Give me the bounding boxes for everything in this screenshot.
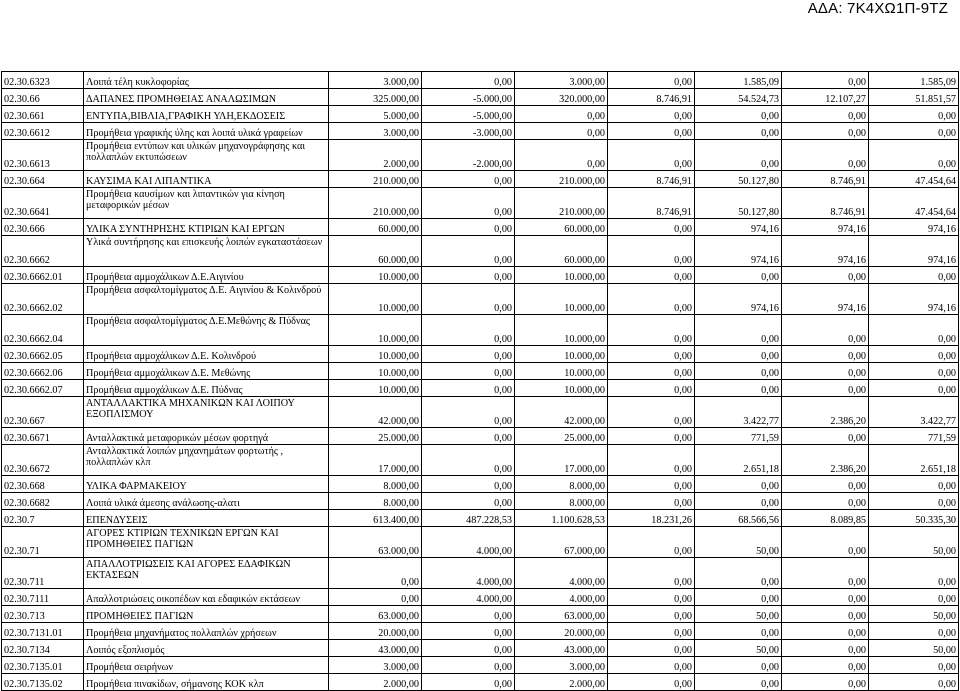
account-description: Προμήθεια πινακίδων, σήμανσης ΚΟΚ κλπ — [84, 674, 329, 691]
amount-cell: 0,00 — [782, 267, 869, 284]
account-code: 02.30.6662.06 — [2, 363, 84, 380]
amount-cell: 8.000,00 — [329, 476, 422, 493]
amount-cell: 0,00 — [422, 236, 515, 267]
amount-cell: 60.000,00 — [329, 236, 422, 267]
amount-cell: 0,00 — [695, 267, 782, 284]
amount-cell: 0,00 — [695, 476, 782, 493]
amount-cell: 43.000,00 — [329, 640, 422, 657]
amount-cell: -5.000,00 — [422, 106, 515, 123]
table-row — [2, 315, 959, 346]
amount-cell: 974,16 — [782, 236, 869, 267]
amount-cell: 0,00 — [422, 267, 515, 284]
amount-cell: 0,00 — [608, 640, 695, 657]
amount-cell: 60.000,00 — [515, 236, 608, 267]
amount-cell: 0,00 — [608, 674, 695, 691]
amount-cell: 67.000,00 — [515, 527, 608, 558]
table-row — [2, 657, 959, 674]
amount-cell: 0,00 — [608, 623, 695, 640]
amount-cell: 10.000,00 — [515, 267, 608, 284]
amount-cell: 0,00 — [869, 476, 959, 493]
amount-cell: 0,00 — [695, 589, 782, 606]
amount-cell: 0,00 — [422, 380, 515, 397]
amount-cell: 8.089,85 — [782, 510, 869, 527]
amount-cell: 20.000,00 — [515, 623, 608, 640]
amount-cell: 0,00 — [782, 106, 869, 123]
amount-cell: 25.000,00 — [329, 428, 422, 445]
amount-cell: 50,00 — [695, 640, 782, 657]
amount-cell: 0,00 — [782, 589, 869, 606]
amount-cell: 10.000,00 — [515, 363, 608, 380]
account-description: ΕΠΕΝΔΥΣΕΙΣ — [84, 510, 329, 527]
account-description: Προμήθεια αμμοχάλικων Δ.Ε.Αιγινίου — [84, 267, 329, 284]
amount-cell: 0,00 — [515, 123, 608, 140]
amount-cell: 0,00 — [782, 380, 869, 397]
amount-cell: 0,00 — [695, 623, 782, 640]
amount-cell: 4.000,00 — [422, 527, 515, 558]
account-code: 02.30.7 — [2, 510, 84, 527]
amount-cell: 0,00 — [782, 346, 869, 363]
amount-cell: 17.000,00 — [329, 445, 422, 476]
amount-cell: 0,00 — [608, 267, 695, 284]
amount-cell: 0,00 — [422, 363, 515, 380]
amount-cell: 8.746,91 — [608, 188, 695, 219]
amount-cell: 0,00 — [329, 558, 422, 589]
account-code: 02.30.7131.01 — [2, 623, 84, 640]
table-row — [2, 236, 959, 267]
amount-cell: 613.400,00 — [329, 510, 422, 527]
table-row — [2, 89, 959, 106]
amount-cell: 0,00 — [782, 315, 869, 346]
amount-cell: 0,00 — [782, 606, 869, 623]
amount-cell: 0,00 — [608, 397, 695, 428]
account-description: Προμήθεια αμμοχάλικων Δ.Ε. Πύδνας — [84, 380, 329, 397]
account-code: 02.30.7111 — [2, 589, 84, 606]
amount-cell: 0,00 — [695, 380, 782, 397]
table-row — [2, 267, 959, 284]
amount-cell: 10.000,00 — [329, 284, 422, 315]
amount-cell: 50,00 — [869, 640, 959, 657]
amount-cell: 2.000,00 — [515, 674, 608, 691]
amount-cell: 1.585,09 — [869, 72, 959, 89]
amount-cell: 0,00 — [869, 674, 959, 691]
account-description: Προμήθεια ασφαλτομίγματος Δ.Ε.Μεθώνης & Πύδνας — [84, 315, 329, 346]
amount-cell: 0,00 — [422, 493, 515, 510]
budget-table-body — [2, 72, 959, 691]
account-description: ΑΝΤΑΛΛΑΚΤΙΚΑ ΜΗΧΑΝΙΚΩΝ ΚΑΙ ΛΟΙΠΟΥ ΕΞΟΠΛΙΣΜΟΥ — [84, 397, 329, 428]
amount-cell: 0,00 — [608, 219, 695, 236]
amount-cell: 0,00 — [695, 106, 782, 123]
amount-cell: 0,00 — [608, 657, 695, 674]
account-description: Προμήθεια αμμοχάλικων Δ.Ε. Κολινδρού — [84, 346, 329, 363]
amount-cell: 0,00 — [608, 558, 695, 589]
account-description: ΕΝΤΥΠΑ,ΒΙΒΛΙΑ,ΓΡΑΦΙΚΗ ΥΛΗ,ΕΚΔΟΣΕΙΣ — [84, 106, 329, 123]
amount-cell: 0,00 — [515, 106, 608, 123]
amount-cell: 487.228,53 — [422, 510, 515, 527]
account-code: 02.30.7135.01 — [2, 657, 84, 674]
amount-cell: 0,00 — [695, 674, 782, 691]
amount-cell: 0,00 — [608, 346, 695, 363]
amount-cell: -2.000,00 — [422, 140, 515, 171]
table-row — [2, 493, 959, 510]
amount-cell: 8.746,91 — [782, 171, 869, 188]
account-code: 02.30.6613 — [2, 140, 84, 171]
amount-cell: 210.000,00 — [329, 171, 422, 188]
amount-cell: 0,00 — [608, 380, 695, 397]
amount-cell: 0,00 — [608, 363, 695, 380]
amount-cell: 0,00 — [782, 674, 869, 691]
account-code: 02.30.667 — [2, 397, 84, 428]
amount-cell: 0,00 — [608, 606, 695, 623]
account-code: 02.30.7135.02 — [2, 674, 84, 691]
amount-cell: 0,00 — [422, 284, 515, 315]
amount-cell: 974,16 — [869, 284, 959, 315]
amount-cell: 4.000,00 — [515, 589, 608, 606]
table-row — [2, 445, 959, 476]
account-description: ΚΑΥΣΙΜΑ ΚΑΙ ΛΙΠΑΝΤΙΚΑ — [84, 171, 329, 188]
account-description: Προμήθεια γραφικής ύλης και λοιπά υλικά γραφείων — [84, 123, 329, 140]
amount-cell: 0,00 — [869, 140, 959, 171]
table-row — [2, 606, 959, 623]
amount-cell: 0,00 — [515, 140, 608, 171]
amount-cell: 10.000,00 — [329, 380, 422, 397]
amount-cell: 0,00 — [422, 72, 515, 89]
account-code: 02.30.6323 — [2, 72, 84, 89]
amount-cell: 0,00 — [695, 657, 782, 674]
amount-cell: 771,59 — [695, 428, 782, 445]
amount-cell: 0,00 — [695, 363, 782, 380]
amount-cell: 63.000,00 — [329, 527, 422, 558]
amount-cell: 0,00 — [869, 589, 959, 606]
amount-cell: 2.651,18 — [869, 445, 959, 476]
amount-cell: 50,00 — [695, 527, 782, 558]
amount-cell: 63.000,00 — [515, 606, 608, 623]
account-code: 02.30.711 — [2, 558, 84, 589]
amount-cell: 3.000,00 — [515, 72, 608, 89]
account-code: 02.30.664 — [2, 171, 84, 188]
amount-cell: 18.231,26 — [608, 510, 695, 527]
amount-cell: 8.746,91 — [608, 89, 695, 106]
amount-cell: 47.454,64 — [869, 188, 959, 219]
amount-cell: 0,00 — [782, 527, 869, 558]
amount-cell: 3.000,00 — [329, 657, 422, 674]
amount-cell: 0,00 — [869, 123, 959, 140]
amount-cell: 63.000,00 — [329, 606, 422, 623]
amount-cell: 4.000,00 — [422, 589, 515, 606]
amount-cell: 1.585,09 — [695, 72, 782, 89]
table-row — [2, 380, 959, 397]
amount-cell: 60.000,00 — [329, 219, 422, 236]
amount-cell: 0,00 — [608, 527, 695, 558]
account-description: ΔΑΠΑΝΕΣ ΠΡΟΜΗΘΕΙΑΣ ΑΝΑΛΩΣΙΜΩΝ — [84, 89, 329, 106]
account-description: ΑΠΑΛΛΟΤΡΙΩΣΕΙΣ ΚΑΙ ΑΓΟΡΕΣ ΕΔΑΦΙΚΩΝ ΕΚΤΑΣΕΩΝ — [84, 558, 329, 589]
amount-cell: 17.000,00 — [515, 445, 608, 476]
amount-cell: 974,16 — [695, 219, 782, 236]
amount-cell: 2.386,20 — [782, 445, 869, 476]
amount-cell: 0,00 — [782, 558, 869, 589]
amount-cell: 10.000,00 — [329, 346, 422, 363]
table-row — [2, 589, 959, 606]
amount-cell: 50.127,80 — [695, 171, 782, 188]
amount-cell: 1.100.628,53 — [515, 510, 608, 527]
account-description: Προμήθεια αμμοχάλικων Δ.Ε. Μεθώνης — [84, 363, 329, 380]
amount-cell: 0,00 — [695, 558, 782, 589]
table-row — [2, 188, 959, 219]
amount-cell: -3.000,00 — [422, 123, 515, 140]
amount-cell: 54.524,73 — [695, 89, 782, 106]
account-code: 02.30.6682 — [2, 493, 84, 510]
account-code: 02.30.6662.07 — [2, 380, 84, 397]
account-code: 02.30.713 — [2, 606, 84, 623]
table-row — [2, 558, 959, 589]
account-description: Προμήθεια καυσίμων και λιπαντικών για κίνηση μεταφορικών μέσων — [84, 188, 329, 219]
table-row — [2, 510, 959, 527]
table-row — [2, 106, 959, 123]
amount-cell: 42.000,00 — [329, 397, 422, 428]
amount-cell: 10.000,00 — [329, 363, 422, 380]
amount-cell: 0,00 — [782, 72, 869, 89]
amount-cell: 8.746,91 — [608, 171, 695, 188]
amount-cell: 210.000,00 — [515, 188, 608, 219]
amount-cell: 0,00 — [422, 171, 515, 188]
ada-document-id: ΑΔΑ: 7Κ4ΧΩ1Π-9ΤΖ — [807, 0, 948, 17]
account-description: Προμήθεια μηχανήματος πολλαπλών χρήσεων — [84, 623, 329, 640]
amount-cell: 0,00 — [422, 640, 515, 657]
amount-cell: 974,16 — [782, 284, 869, 315]
amount-cell: 0,00 — [608, 123, 695, 140]
amount-cell: 3.422,77 — [869, 397, 959, 428]
amount-cell: 0,00 — [695, 315, 782, 346]
amount-cell: 0,00 — [608, 476, 695, 493]
amount-cell: 50,00 — [869, 606, 959, 623]
amount-cell: 3.000,00 — [329, 123, 422, 140]
amount-cell: 0,00 — [608, 106, 695, 123]
amount-cell: 3.000,00 — [515, 657, 608, 674]
amount-cell: 0,00 — [869, 380, 959, 397]
account-code: 02.30.6662.05 — [2, 346, 84, 363]
amount-cell: 12.107,27 — [782, 89, 869, 106]
amount-cell: 0,00 — [608, 315, 695, 346]
amount-cell: 0,00 — [422, 476, 515, 493]
amount-cell: 0,00 — [695, 140, 782, 171]
account-code: 02.30.6641 — [2, 188, 84, 219]
amount-cell: 0,00 — [422, 315, 515, 346]
amount-cell: 20.000,00 — [329, 623, 422, 640]
amount-cell: 0,00 — [329, 589, 422, 606]
amount-cell: 0,00 — [422, 428, 515, 445]
table-row — [2, 476, 959, 493]
amount-cell: 0,00 — [782, 363, 869, 380]
amount-cell: 51.851,57 — [869, 89, 959, 106]
amount-cell: 50,00 — [869, 527, 959, 558]
amount-cell: 974,16 — [695, 284, 782, 315]
amount-cell: 0,00 — [782, 476, 869, 493]
amount-cell: 0,00 — [422, 606, 515, 623]
amount-cell: 25.000,00 — [515, 428, 608, 445]
amount-cell: 974,16 — [782, 219, 869, 236]
amount-cell: 771,59 — [869, 428, 959, 445]
account-code: 02.30.661 — [2, 106, 84, 123]
account-code: 02.30.66 — [2, 89, 84, 106]
amount-cell: 2.651,18 — [695, 445, 782, 476]
amount-cell: 8.000,00 — [329, 493, 422, 510]
amount-cell: 50.127,80 — [695, 188, 782, 219]
table-row — [2, 428, 959, 445]
amount-cell: 0,00 — [869, 346, 959, 363]
amount-cell: 974,16 — [869, 236, 959, 267]
table-row — [2, 171, 959, 188]
amount-cell: 2.000,00 — [329, 140, 422, 171]
account-description: Λοιπός εξοπλισμός — [84, 640, 329, 657]
table-row — [2, 346, 959, 363]
table-row — [2, 123, 959, 140]
amount-cell: 0,00 — [695, 493, 782, 510]
amount-cell: 0,00 — [422, 623, 515, 640]
amount-cell: 10.000,00 — [329, 267, 422, 284]
amount-cell: 320.000,00 — [515, 89, 608, 106]
account-description: Ανταλλακτικά λοιπών μηχανημάτων φορτωτής , πολλαπλών κλπ — [84, 445, 329, 476]
amount-cell: 0,00 — [608, 589, 695, 606]
amount-cell: 3.422,77 — [695, 397, 782, 428]
account-code: 02.30.6671 — [2, 428, 84, 445]
amount-cell: 47.454,64 — [869, 171, 959, 188]
amount-cell: 68.566,56 — [695, 510, 782, 527]
account-description: Απαλλοτριώσεις οικοπέδων και εδαφικών εκτάσεων — [84, 589, 329, 606]
account-description: ΥΛΙΚΑ ΦΑΡΜΑΚΕΙΟΥ — [84, 476, 329, 493]
amount-cell: 0,00 — [695, 346, 782, 363]
table-row — [2, 527, 959, 558]
amount-cell: 210.000,00 — [515, 171, 608, 188]
amount-cell: 3.000,00 — [329, 72, 422, 89]
amount-cell: 0,00 — [608, 140, 695, 171]
account-code: 02.30.6662.02 — [2, 284, 84, 315]
amount-cell: 0,00 — [608, 445, 695, 476]
amount-cell: 10.000,00 — [515, 315, 608, 346]
amount-cell: 0,00 — [782, 123, 869, 140]
account-code: 02.30.6612 — [2, 123, 84, 140]
amount-cell: 10.000,00 — [515, 284, 608, 315]
amount-cell: 2.386,20 — [782, 397, 869, 428]
amount-cell: 0,00 — [782, 493, 869, 510]
amount-cell: 0,00 — [869, 558, 959, 589]
amount-cell: 8.746,91 — [782, 188, 869, 219]
amount-cell: 5.000,00 — [329, 106, 422, 123]
amount-cell: 974,16 — [695, 236, 782, 267]
table-row — [2, 623, 959, 640]
account-description: ΥΛΙΚΑ ΣΥΝΤΗΡΗΣΗΣ ΚΤΙΡΙΩΝ ΚΑΙ ΕΡΓΩΝ — [84, 219, 329, 236]
amount-cell: 0,00 — [608, 284, 695, 315]
amount-cell: 43.000,00 — [515, 640, 608, 657]
table-row — [2, 284, 959, 315]
amount-cell: 0,00 — [422, 445, 515, 476]
amount-cell: 0,00 — [869, 267, 959, 284]
account-description: ΠΡΟΜΗΘΕΙΕΣ ΠΑΓΙΩΝ — [84, 606, 329, 623]
account-code: 02.30.6662.04 — [2, 315, 84, 346]
amount-cell: 4.000,00 — [515, 558, 608, 589]
amount-cell: 0,00 — [422, 219, 515, 236]
account-code: 02.30.71 — [2, 527, 84, 558]
account-code: 02.30.6662.01 — [2, 267, 84, 284]
table-row — [2, 363, 959, 380]
table-row — [2, 219, 959, 236]
amount-cell: 0,00 — [869, 657, 959, 674]
budget-table — [1, 71, 959, 691]
account-code: 02.30.668 — [2, 476, 84, 493]
amount-cell: 8.000,00 — [515, 476, 608, 493]
amount-cell: 0,00 — [782, 140, 869, 171]
amount-cell: 0,00 — [422, 346, 515, 363]
table-row — [2, 140, 959, 171]
amount-cell: 50.335,30 — [869, 510, 959, 527]
amount-cell: 60.000,00 — [515, 219, 608, 236]
amount-cell: 0,00 — [869, 315, 959, 346]
amount-cell: 0,00 — [695, 123, 782, 140]
amount-cell: 0,00 — [608, 428, 695, 445]
amount-cell: 0,00 — [782, 657, 869, 674]
account-description: Προμήθεια σειρήνων — [84, 657, 329, 674]
amount-cell: 0,00 — [869, 493, 959, 510]
amount-cell: 4.000,00 — [422, 558, 515, 589]
amount-cell: 0,00 — [869, 363, 959, 380]
amount-cell: 0,00 — [608, 72, 695, 89]
account-description: Λοιπά υλικά άμεσης ανάλωσης-αλατι — [84, 493, 329, 510]
account-code: 02.30.7134 — [2, 640, 84, 657]
account-description: Προμήθεια ασφαλτομίγματος Δ.Ε. Αιγινίου & Κολινδρού — [84, 284, 329, 315]
amount-cell: 2.000,00 — [329, 674, 422, 691]
account-description: Υλικά συντήρησης και επισκευής λοιπών εγκαταστάσεων — [84, 236, 329, 267]
account-code: 02.30.6672 — [2, 445, 84, 476]
table-row — [2, 397, 959, 428]
table-row — [2, 674, 959, 691]
amount-cell: 210.000,00 — [329, 188, 422, 219]
amount-cell: 0,00 — [422, 188, 515, 219]
amount-cell: 42.000,00 — [515, 397, 608, 428]
amount-cell: 0,00 — [869, 623, 959, 640]
amount-cell: 0,00 — [422, 674, 515, 691]
amount-cell: 0,00 — [422, 657, 515, 674]
table-row — [2, 640, 959, 657]
amount-cell: 0,00 — [782, 640, 869, 657]
amount-cell: 974,16 — [869, 219, 959, 236]
amount-cell: 50,00 — [695, 606, 782, 623]
account-code: 02.30.666 — [2, 219, 84, 236]
amount-cell: 0,00 — [422, 397, 515, 428]
account-code: 02.30.6662 — [2, 236, 84, 267]
amount-cell: 0,00 — [608, 493, 695, 510]
account-description: Λοιπά τέλη κυκλοφορίας — [84, 72, 329, 89]
amount-cell: 0,00 — [869, 106, 959, 123]
account-description: Ανταλλακτικά μεταφορικών μέσων φορτηγά — [84, 428, 329, 445]
amount-cell: 10.000,00 — [329, 315, 422, 346]
account-description: Προμήθεια εντύπων και υλικών μηχανογράφησης και πολλαπλών εκτυπώσεων — [84, 140, 329, 171]
table-row — [2, 72, 959, 89]
amount-cell: 0,00 — [782, 428, 869, 445]
amount-cell: -5.000,00 — [422, 89, 515, 106]
account-description: ΑΓΟΡΕΣ ΚΤΙΡΙΩΝ ΤΕΧΝΙΚΩΝ ΕΡΓΩΝ ΚΑΙ ΠΡΟΜΗΘΕΙΕΣ ΠΑΓΙΩΝ — [84, 527, 329, 558]
amount-cell: 325.000,00 — [329, 89, 422, 106]
amount-cell: 0,00 — [782, 623, 869, 640]
amount-cell: 8.000,00 — [515, 493, 608, 510]
amount-cell: 10.000,00 — [515, 346, 608, 363]
amount-cell: 0,00 — [608, 236, 695, 267]
amount-cell: 10.000,00 — [515, 380, 608, 397]
